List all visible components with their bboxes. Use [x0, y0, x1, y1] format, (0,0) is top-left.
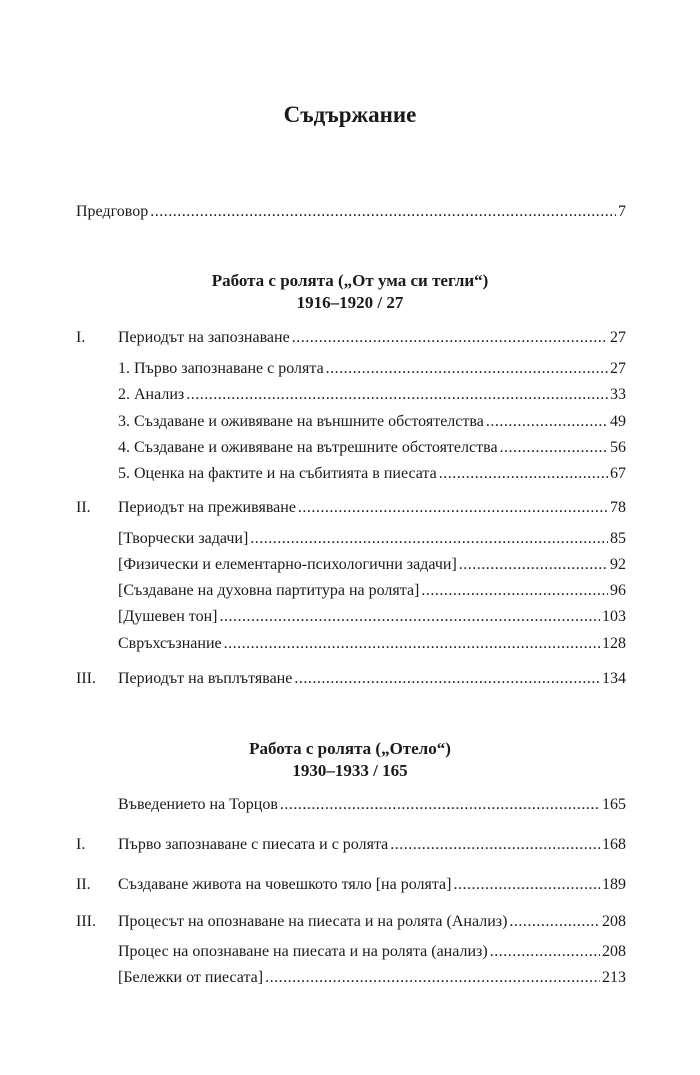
toc-entry-text: 4. Създаване и оживяване на вътрешните обстоятелства: [118, 439, 498, 456]
toc-entry-page: 78: [610, 499, 626, 516]
toc-entry-page: 7: [618, 203, 626, 220]
toc-entry[interactable]: [76, 465, 626, 489]
toc-entry[interactable]: [76, 413, 626, 437]
dot-leader: [150, 203, 616, 221]
toc-entry[interactable]: [76, 670, 626, 694]
toc-entry-page: 189: [602, 876, 626, 893]
toc-entry[interactable]: [76, 796, 626, 820]
toc-entry-page: 96: [610, 582, 626, 599]
toc-entry-roman: II.: [76, 876, 91, 893]
toc-entry-roman: III.: [76, 913, 96, 930]
dot-leader: [439, 465, 608, 483]
toc-entry-roman: I.: [76, 329, 86, 346]
toc-entry-page: 92: [610, 556, 626, 573]
toc-entry[interactable]: [76, 635, 626, 659]
dot-leader: [224, 635, 600, 653]
toc-entry[interactable]: [76, 499, 626, 523]
dot-leader: [292, 329, 608, 347]
toc-entry-page: 27: [610, 329, 626, 346]
toc-entry-page: 33: [610, 386, 626, 403]
dot-leader: [500, 439, 608, 457]
toc-entry-page: 208: [602, 913, 626, 930]
dot-leader: [390, 836, 600, 854]
toc-entry-preface[interactable]: [76, 203, 626, 227]
toc-entry[interactable]: [76, 556, 626, 580]
toc-entry-page: 165: [602, 796, 626, 813]
toc-entry-text: [Творчески задачи]: [118, 530, 249, 547]
toc-entry-text: Периодът на въплътяване: [118, 670, 293, 687]
toc-entry-text: 1. Първо запознаване с ролята: [118, 360, 324, 377]
dot-leader: [280, 796, 600, 814]
toc-entry[interactable]: [76, 530, 626, 554]
toc-entry[interactable]: [76, 582, 626, 606]
toc-entry-text: Въведението на Торцов: [118, 796, 278, 813]
dot-leader: [490, 943, 600, 961]
toc-entry[interactable]: [76, 439, 626, 463]
section-heading-part1: Работа с ролята („От ума си тегли“): [211, 271, 489, 290]
dot-leader: [509, 913, 600, 931]
toc-entry[interactable]: [76, 386, 626, 410]
dot-leader: [186, 386, 608, 404]
toc-entry-page: 67: [610, 465, 626, 482]
toc-entry-text: Процесът на опознаване на пиесата и на ролята (Анализ): [118, 913, 508, 930]
toc-entry-page: 134: [602, 670, 626, 687]
toc-entry-page: 128: [602, 635, 626, 652]
toc-entry-text: 5. Оценка на фактите и на събитията в пиесата: [118, 465, 437, 482]
toc-entry-roman: I.: [76, 836, 86, 853]
toc-entry-text: [Физически и елементарно-психологични задачи]: [118, 556, 457, 573]
toc-entry-text: [Създаване на духовна партитура на ролята]: [118, 582, 420, 599]
dot-leader: [459, 556, 608, 574]
toc-entry[interactable]: [76, 836, 626, 860]
toc-entry[interactable]: [76, 608, 626, 632]
section-heading-part2: Работа с ролята („Отело“): [249, 739, 451, 758]
toc-entry-text: [Душевен тон]: [118, 608, 218, 625]
section-years-part1: 1916–1920 / 27: [296, 293, 404, 312]
dot-leader: [294, 670, 600, 688]
toc-entry[interactable]: [76, 876, 626, 900]
toc-entry-page: 168: [602, 836, 626, 853]
section-years-part2: 1930–1933 / 165: [292, 761, 408, 780]
dot-leader: [326, 360, 608, 378]
toc-entry-page: 103: [602, 608, 626, 625]
toc-entry-text: Процес на опознаване на пиесата и на ролята (анализ): [118, 943, 488, 960]
dot-leader: [486, 413, 608, 431]
dot-leader: [421, 582, 608, 600]
dot-leader: [265, 969, 600, 987]
toc-entry-text: Периодът на преживяване: [118, 499, 296, 516]
toc-entry-text: Свръхсъзнание: [118, 635, 222, 652]
toc-entry-text: [Бележки от пиесата]: [118, 969, 264, 986]
toc-entry-page: 213: [602, 969, 626, 986]
toc-entry[interactable]: [76, 943, 626, 967]
toc-entry[interactable]: [76, 329, 626, 353]
toc-entry-page: 27: [610, 360, 626, 377]
dot-leader: [298, 499, 608, 517]
dot-leader: [219, 608, 600, 626]
toc-entry-page: 85: [610, 530, 626, 547]
toc-entry-text: Създаване живота на човешкото тяло [на ролята]: [118, 876, 452, 893]
dot-leader: [453, 876, 600, 894]
toc-entry-text: 3. Създаване и оживяване на външните обстоятелства: [118, 413, 484, 430]
toc-entry-text: 2. Анализ: [118, 386, 185, 403]
toc-entry[interactable]: [76, 969, 626, 993]
toc-entry-roman: II.: [76, 499, 91, 516]
toc-entry-text: Първо запознаване с пиесата и с ролята: [118, 836, 389, 853]
toc-entry-text: Предговор: [76, 203, 149, 220]
toc-entry[interactable]: [76, 360, 626, 384]
toc-entry-page: 208: [602, 943, 626, 960]
toc-entry-text: Периодът на запознаване: [118, 329, 290, 346]
dot-leader: [250, 530, 608, 548]
toc-entry-roman: III.: [76, 670, 96, 687]
toc-entry-page: 56: [610, 439, 626, 456]
page-title: Съдържание: [283, 102, 417, 127]
toc-entry[interactable]: [76, 913, 626, 937]
toc-entry-page: 49: [610, 413, 626, 430]
